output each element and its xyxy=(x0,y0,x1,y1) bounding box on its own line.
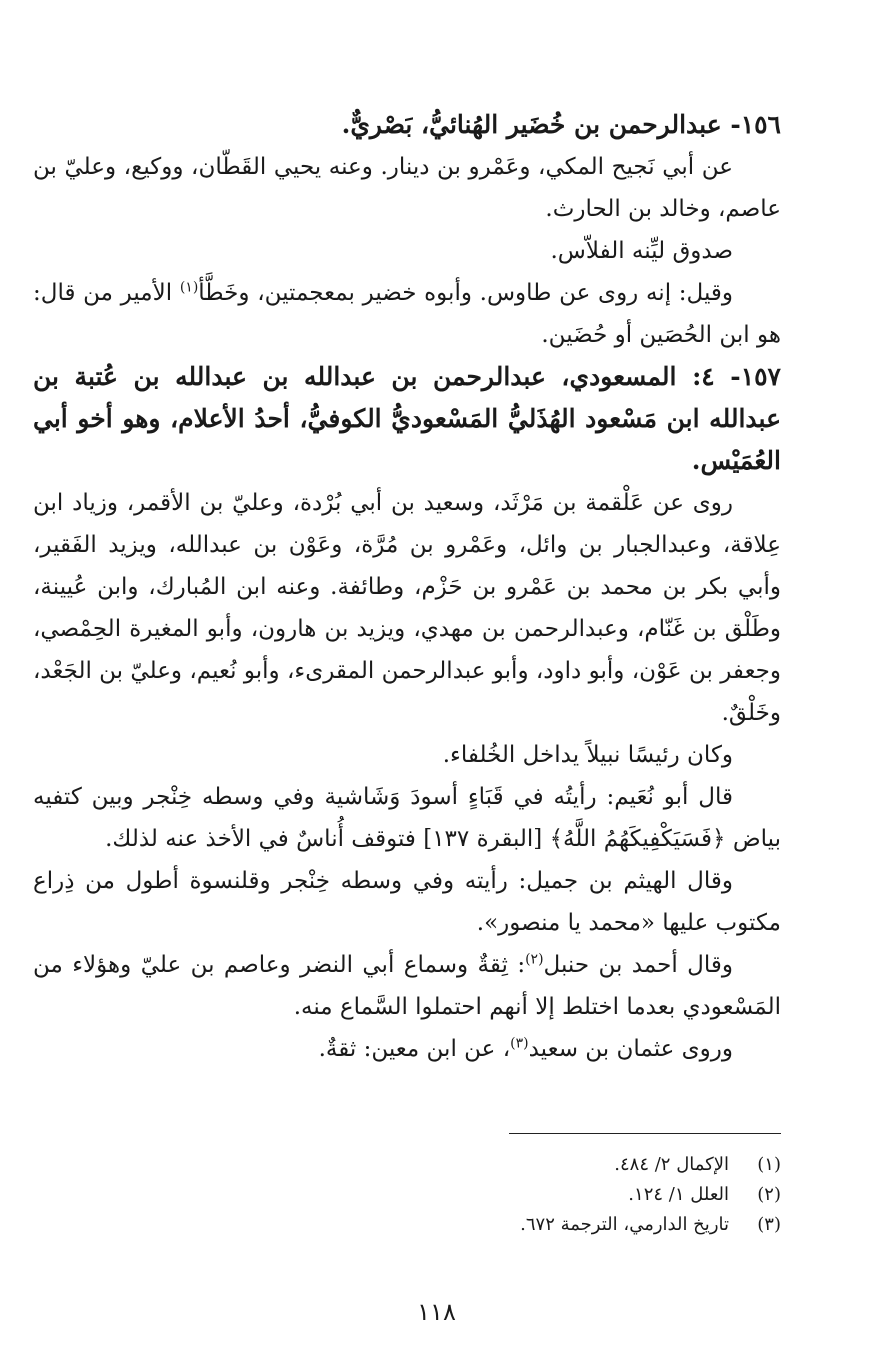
footnote-text: الإكمال ٢/ ٤٨٤. xyxy=(614,1154,729,1175)
footnote-ref-3: (٣) xyxy=(510,1035,529,1052)
entry-156-note xyxy=(33,272,781,356)
entry-157-uthman-text-a: وروى عثمان بن سعيد xyxy=(528,1036,733,1062)
main-text xyxy=(33,104,781,1070)
footnote-1 xyxy=(33,1150,781,1180)
footnote-divider xyxy=(509,1133,781,1134)
footnote-text: تاريخ الدارمي، الترجمة ٦٧٢. xyxy=(520,1214,729,1235)
footnote-text: العلل ١/ ١٢٤. xyxy=(628,1184,729,1205)
footnotes xyxy=(33,1150,781,1240)
entry-157-uthman-text-b: ، عن ابن معين: ثقةٌ. xyxy=(318,1036,511,1062)
entry-156-heading: ١٥٦- عبدالرحمن بن خُضَير الهُنائيُّ، بَصْريٌّ. xyxy=(341,110,781,139)
entry-157-description: وكان رئيسًا نبيلاً يداخل الخُلفاء. xyxy=(442,742,733,768)
entry-157-heading: ١٥٧- ٤: المسعودي، عبدالرحمن بن عبدالله بن عبدالله بن عُتبة بن عبدالله ابن مَسْعود الهُذَليُّ المَسْعوديُّ الكوفيُّ، أحدُ الأعلام، وهو أخو أبي العُمَيْس. xyxy=(33,362,781,475)
entry-156-narrators: عن أبي نَجيح المكي، وعَمْرو بن دينار. وعنه يحيي القَطّان، ووكيع، وعليّ بن عاصم، وخالد بن الحارث. xyxy=(33,154,781,222)
footnote-number: (٢) xyxy=(757,1184,781,1205)
entry-156-note-text-b: الأمير من قال: هو ابن الحُصَين أو حُضَين. xyxy=(33,280,781,348)
footnote-number: (٣) xyxy=(757,1214,781,1235)
footnote-number: (١) xyxy=(757,1154,781,1175)
footnote-ref-2: (٢) xyxy=(525,951,544,968)
entry-156-grading: صدوق ليِّنه الفلاّس. xyxy=(550,238,733,264)
entry-156-note-text-a: وقيل: إنه روى عن طاوس. وأبوه خضير بمعجمتين، وخَطَّأ xyxy=(198,280,733,306)
page-number: ١١٨ xyxy=(417,1298,456,1326)
entry-157-abu-nuaym: قال أبو نُعَيم: رأيتُه في قَبَاءٍ أسودَ وَشَاشية وفي وسطه خِنْجر وبين كتفيه بياض ﴿فَسَيَكْفِيكَهُمُ اللَّهُ﴾ [البقرة ١٣٧] فتوقف أُناسٌ في الأخذ عنه لذلك. xyxy=(33,784,781,852)
footnote-3 xyxy=(33,1210,781,1240)
entry-157-uthman xyxy=(33,1028,781,1070)
entry-157-ahmad-text-a: وقال أحمد بن حنبل xyxy=(543,952,733,978)
entry-157-ahmad xyxy=(33,944,781,1028)
footnote-2 xyxy=(33,1180,781,1210)
entry-157-haytham: وقال الهيثم بن جميل: رأيته وفي وسطه خِنْجر وقلنسوة أطول من ذِراع مكتوب عليها «محمد يا منصور». xyxy=(33,868,781,936)
entry-157-ahmad-text-b: : ثِقةٌ وسماع أبي النضر وعاصم بن عليّ وهؤلاء من المَسْعودي بعدما اختلط إلا أنهم احتملوا السَّماع منه. xyxy=(33,952,781,1020)
footnote-ref-1: (١) xyxy=(179,279,199,296)
entry-157-narrators: روى عن عَلْقمة بن مَرْثَد، وسعيد بن أبي بُرْدة، وعليّ بن الأقمر، وزياد ابن عِلاقة، وعبدالجبار بن وائل، وعَمْرو بن مُرَّة، وعَوْن بن عبدالله، ويزيد الفَقير، وأبي بكر بن محمد بن عَمْرو بن حَزْم، وطائفة. وعنه ابن المُبارك، وابن عُيينة، وطَلْق بن غَنّام، وعبدالرحمن بن مهدي، ويزيد بن هارون، وأبو المغيرة الحِمْصي، وجعفر بن عَوْن، وأبو داود، وأبو عبدالرحمن المقرىء، وأبو نُعيم، وعليّ بن الجَعْد، وخَلْقٌ. xyxy=(33,490,781,726)
